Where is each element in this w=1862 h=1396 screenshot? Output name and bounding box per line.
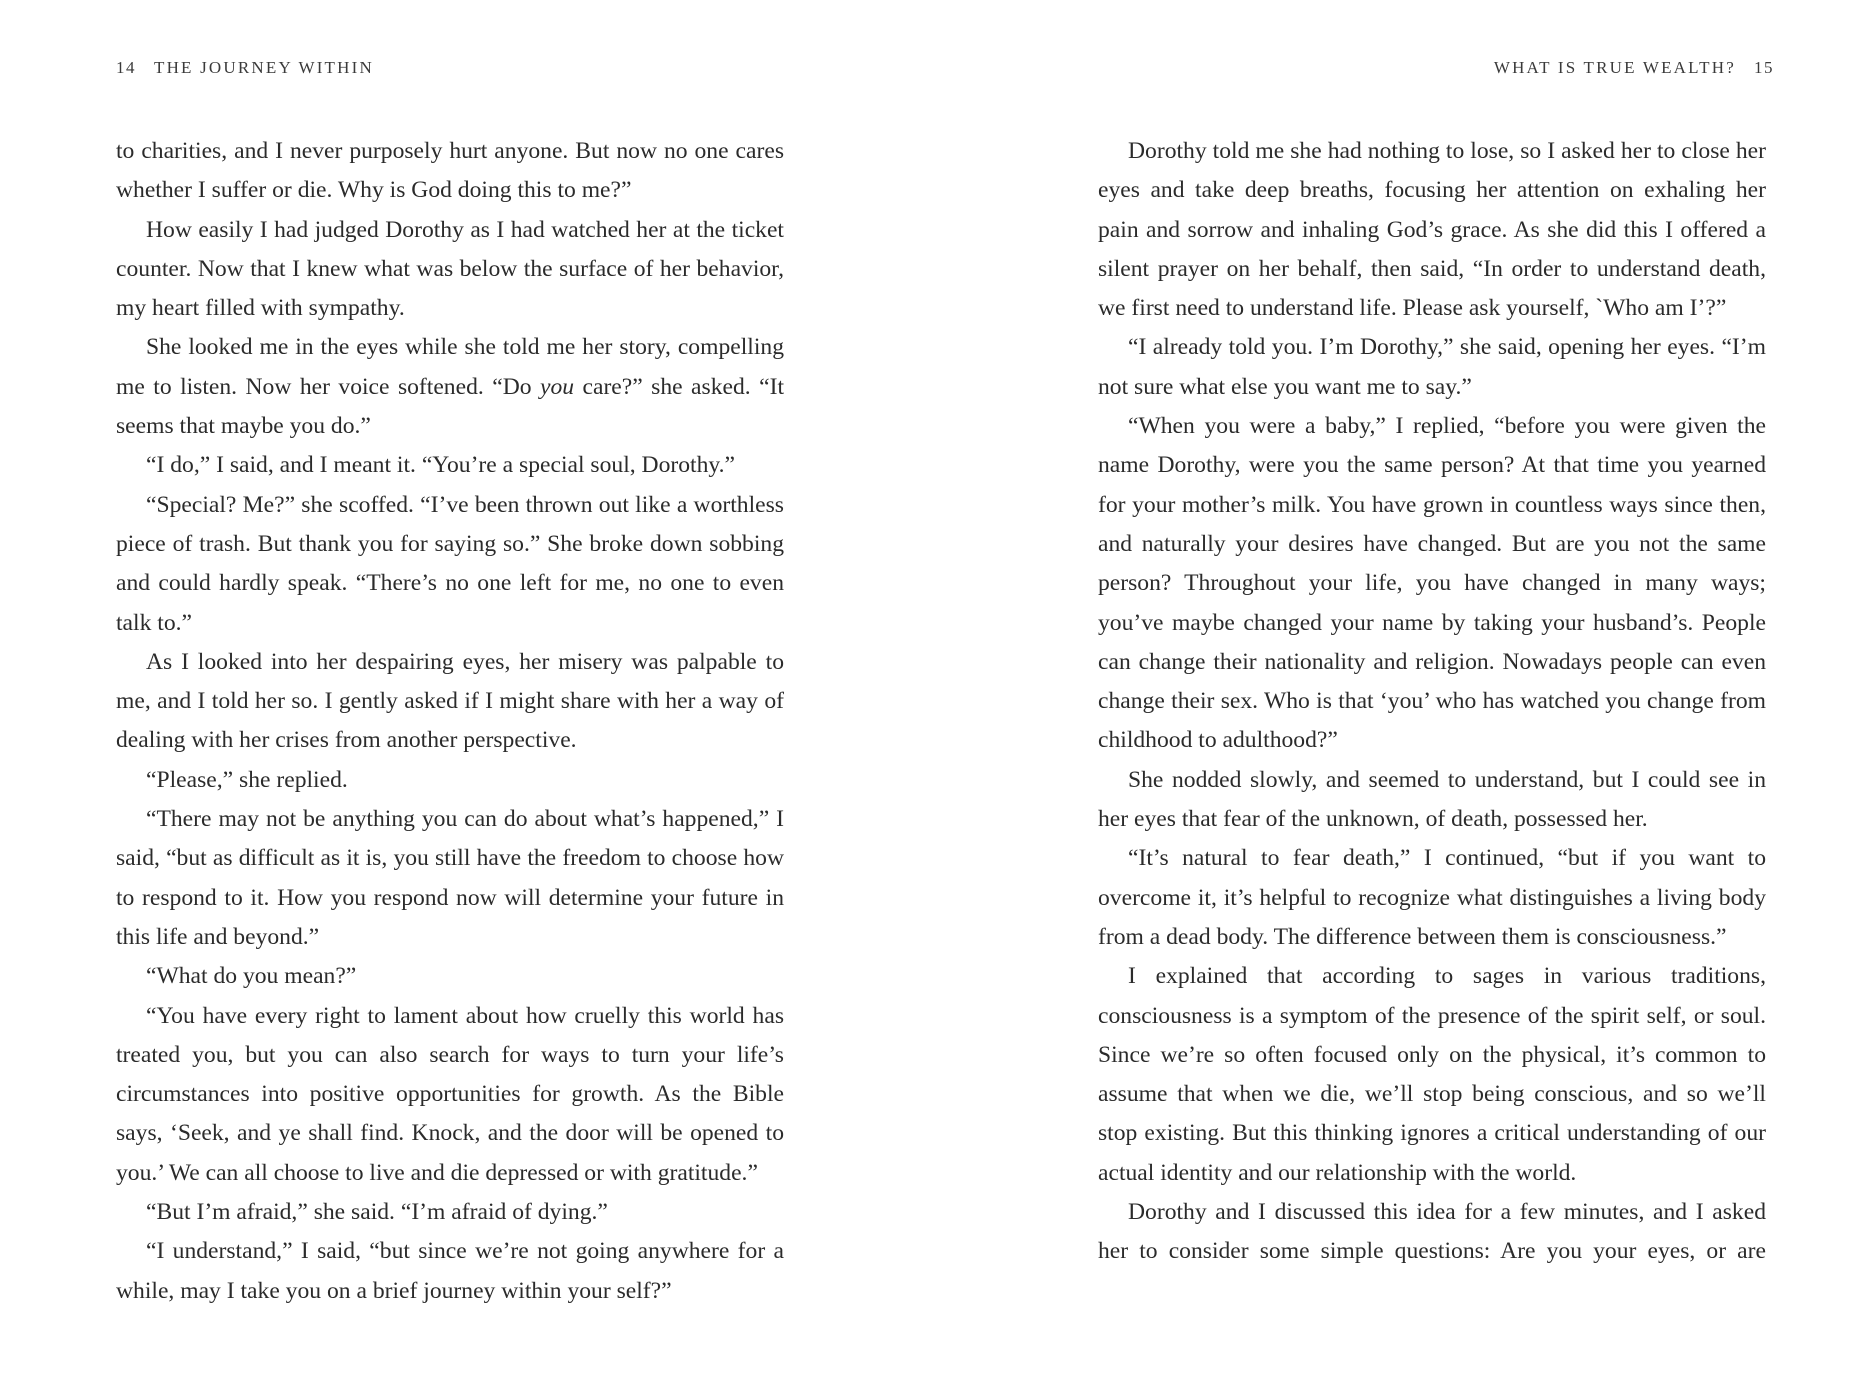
page-number: 14 — [116, 58, 136, 77]
paragraph: “There may not be anything you can do about what’s happened,” I said, “but as difficult as it is, you still have the freedom to choose how to respond to it. How you respond now will determine your future in this life and beyond.” — [116, 806, 784, 950]
paragraph: I explained that according to sages in various traditions, consciousness is a symptom of the presence of the spirit self, or soul. Since we’re so often focused only on the physical, it’s common to assume that when we die, we’ll stop being conscious, and so we’ll stop existing. But this thinking ignores a critical understanding of our actual identity and our relationship with the world. — [1098, 963, 1766, 1186]
paragraph: Dorothy told me she had nothing to lose, so I asked her to close her eyes and take deep breaths, focusing her attention on exhaling her pain and sorrow and inhaling God’s grace. As she did this I offered a silent prayer on her behalf, then said, “In order to understand death, we first need to understand life. Please ask yourself, `Who am I’?” — [1098, 138, 1766, 322]
paragraph: “When you were a baby,” I replied, “before you were given the name Dorothy, were you the same person? At that time you yearned for your mother’s milk. You have grown in countless ways since then, and naturally your desires have changed. But are you not the same person? Throughout your life, you have changed in many ways; you’ve maybe changed your name by taking your husband’s. People can change their nationality and religion. Nowadays people can even change their sex. Who is that ‘you’ who has watched you change from childhood to adulthood?” — [1098, 413, 1766, 754]
body-text — [116, 132, 784, 1311]
paragraph: Dorothy and I discussed this idea for a few minutes, and I asked her to consider some simple questions: Are you your eyes, or are — [1098, 1199, 1766, 1265]
paragraph: “Please,” she replied. — [146, 766, 348, 793]
paragraph: “It’s natural to fear death,” I continued, “but if you want to overcome it, it’s helpful to recognize what distinguishes a living body from a dead body. The difference between them is consciousness.” — [1098, 845, 1766, 950]
running-head — [1494, 58, 1774, 78]
running-head-title: THE JOURNEY WITHIN — [154, 58, 374, 77]
paragraph: She nodded slowly, and seemed to understand, but I could see in her eyes that fear of the unknown, of death, possessed her. — [1098, 766, 1766, 833]
emphasis-text: you — [539, 373, 575, 400]
paragraph: “I do,” I said, and I meant it. “You’re a special soul, Dorothy.” — [146, 452, 736, 479]
paragraph-text: She looked me in the eyes while she told me her story, compelling me to listen. Now her voice softened. “Do — [116, 334, 784, 400]
paragraph: As I looked into her despairing eyes, her misery was palpable to me, and I told her so. I gently asked if I might share with her a way of dealing with her crises from another perspective. — [116, 648, 784, 754]
running-head-title: WHAT IS TRUE WEALTH? — [1493, 58, 1736, 77]
paragraph: “I understand,” I said, “but since we’re not going anywhere for a while, may I take you on a brief journey within your self?” — [116, 1238, 784, 1304]
paragraph: How easily I had judged Dorothy as I had watched her at the ticket counter. Now that I knew what was below the surface of her behavior, my heart filled with sympathy. — [116, 216, 784, 322]
paragraph: “But I’m afraid,” she said. “I’m afraid of dying.” — [146, 1199, 608, 1226]
paragraph: “I already told you. I’m Dorothy,” she said, opening her eyes. “I’m not sure what else you want me to say.” — [1098, 334, 1766, 400]
paragraph — [116, 328, 784, 446]
paragraph: “You have every right to lament about how cruelly this world has treated you, but you can also search for ways to turn your life’s circumstances into positive opportunities for growth. As the Bible says, ‘Seek, and ye shall find. Knock, and the door will be opened to you.’ We can all choose to live and die depressed or with gratitude.” — [116, 1002, 784, 1186]
paragraph: “Special? Me?” she scoffed. “I’ve been thrown out like a worthless piece of trash. But thank you for saying so.” She broke down sobbing and could hardly speak. “There’s no one left for me, no one to even talk to.” — [116, 491, 784, 636]
body-text — [1098, 132, 1766, 1272]
page-number: 15 — [1754, 58, 1774, 77]
right-page — [931, 0, 1862, 1396]
paragraph: “What do you mean?” — [146, 963, 357, 990]
running-head — [116, 58, 374, 78]
paragraph: to charities, and I never purposely hurt anyone. But now no one cares whether I suffer or die. Why is God doing this to me?” — [116, 138, 784, 204]
paragraph-text: care?” she asked. “It seems that maybe you do.” — [116, 373, 785, 440]
